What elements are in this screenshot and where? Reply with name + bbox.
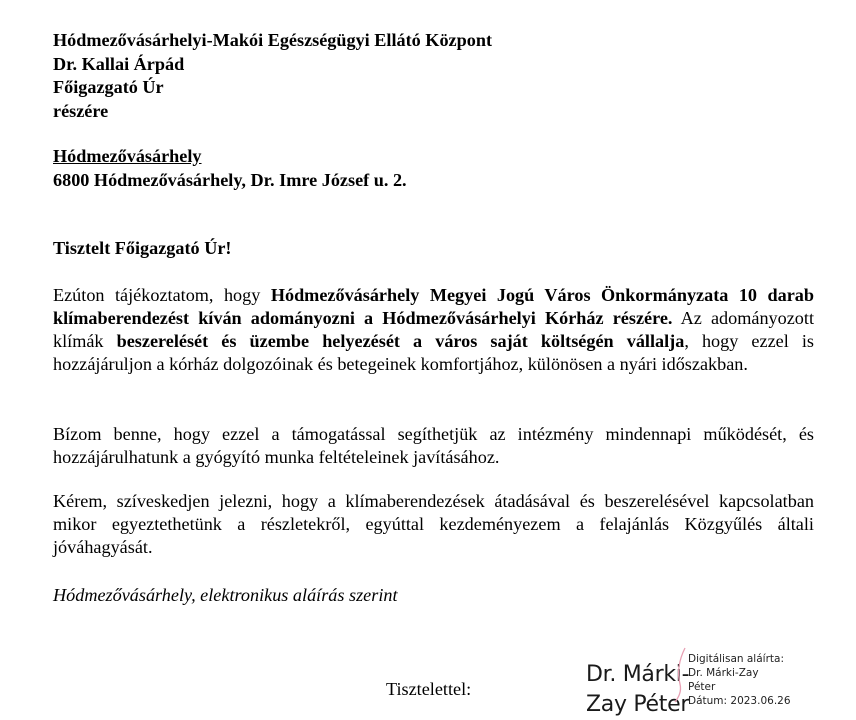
p1-bold-1: Hódmezővásárhely Megyei Jogú Város Önkormányzata 10 darab klímaberendezést kíván adományozni a Hódmezővásárhelyi Kórház részére. xyxy=(53,285,814,328)
location-block xyxy=(53,145,814,192)
recipient-for: részére xyxy=(53,100,109,121)
paragraph-1 xyxy=(53,284,814,376)
location-city: Hódmezővásárhely xyxy=(53,146,202,166)
paragraph-3: Kérem, szíveskedjen jelezni, hogy a klímaberendezések átadásával és beszerelésével kapcsolatban mikor egyeztethetünk a részletekről, egyúttal kezdeményezem a felajánlás Közgyűlés általi jóváhagyását. xyxy=(53,491,814,557)
place-line: Hódmezővásárhely, elektronikus aláírás szerint xyxy=(53,585,398,605)
signature-details xyxy=(688,652,813,707)
signature-name: Dr. Márki- Zay Péter xyxy=(586,662,690,717)
letter-page xyxy=(53,0,814,717)
closing: Tisztelettel: xyxy=(386,679,472,699)
recipient-block xyxy=(53,29,814,123)
paragraph-2: Bízom benne, hogy ezzel a támogatással segíthetjük az intézmény mindennapi működését, és hozzájárulhatunk a gyógyító munka feltételeinek javításához. xyxy=(53,424,814,467)
signature-date: Dátum: 2023.06.26 xyxy=(688,695,791,707)
recipient-org: Hódmezővásárhelyi-Makói Egészségügyi Ellátó Központ xyxy=(53,30,493,50)
p1-text-3: , hogy ezzel is hozzájáruljon a kórház dolgozóinak és betegeinek komfortjához, különösen a nyári időszakban. xyxy=(53,331,814,374)
recipient-title: Főigazgató Úr xyxy=(53,77,164,97)
signature-signer-2: Péter xyxy=(688,681,716,693)
location-address: 6800 Hódmezővásárhely, Dr. Imre József u. 2. xyxy=(53,169,407,190)
p1-bold-2: beszerelését és üzembe helyezését a város saját költségén vállalja xyxy=(116,331,685,351)
signature-label: Digitálisan aláírta: xyxy=(688,653,784,665)
p1-text-2: Az adományozott klímák xyxy=(53,308,814,351)
recipient-name: Dr. Kallai Árpád xyxy=(53,53,185,74)
salutation: Tisztelt Főigazgató Úr! xyxy=(53,238,232,258)
signature-signer: Dr. Márki-Zay xyxy=(688,667,759,679)
p1-text-1: Ezúton tájékoztatom, hogy xyxy=(53,285,271,305)
